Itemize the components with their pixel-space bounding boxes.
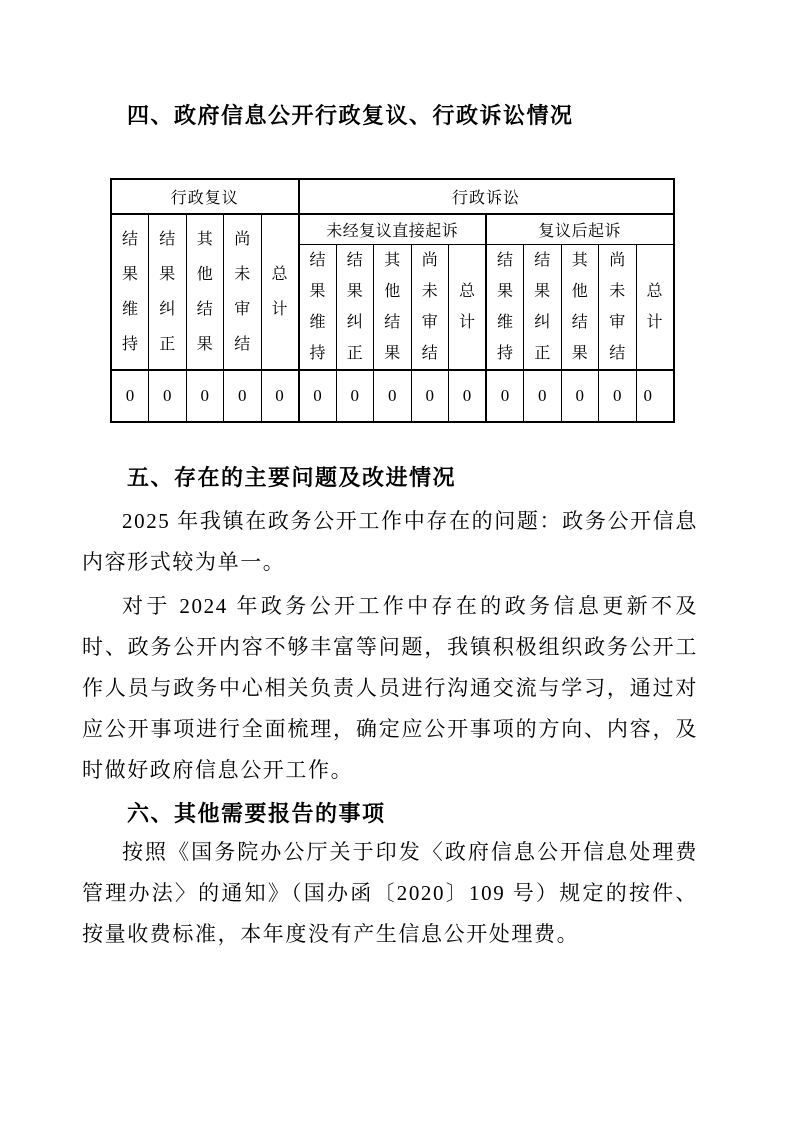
value-cell: 0 <box>561 370 599 422</box>
value-cell: 0 <box>374 370 412 422</box>
col-direct-result-corrected: 结果纠正 <box>336 245 374 371</box>
value-cell: 0 <box>486 370 524 422</box>
col-review-other-result: 其他结果 <box>186 214 224 370</box>
value-cell: 0 <box>636 370 674 422</box>
col-afterreview-result-upheld: 结果维持 <box>486 245 524 371</box>
section4-heading: 四、政府信息公开行政复议、行政诉讼情况 <box>127 103 574 128</box>
value-cell: 0 <box>149 370 187 422</box>
col-direct-total: 总计 <box>449 245 487 371</box>
value-cell: 0 <box>336 370 374 422</box>
col-afterreview-result-corrected: 结果纠正 <box>524 245 562 371</box>
value-cell: 0 <box>224 370 262 422</box>
header-administrative-litigation: 行政诉讼 <box>299 179 674 214</box>
section5-heading: 五、存在的主要问题及改进情况 <box>127 465 457 490</box>
col-afterreview-other-result: 其他结果 <box>561 245 599 371</box>
value-cell: 0 <box>524 370 562 422</box>
value-cell: 0 <box>186 370 224 422</box>
section6-heading: 六、其他需要报告的事项 <box>127 801 386 826</box>
header-administrative-review: 行政复议 <box>111 179 299 214</box>
value-cell: 0 <box>599 370 637 422</box>
col-afterreview-pending: 尚未审结 <box>599 245 637 371</box>
col-review-total: 总计 <box>261 214 299 370</box>
col-afterreview-total: 总计 <box>636 245 674 371</box>
col-direct-pending: 尚未审结 <box>411 245 449 371</box>
header-direct-lawsuit: 未经复议直接起诉 <box>299 214 487 245</box>
section6-paragraph-1: 按照《国务院办公厅关于印发〈政府信息公开信息处理费管理办法〉的通知》（国办函〔2020〕109 号）规定的按件、按量收费标准，本年度没有产生信息公开处理费。 <box>82 840 698 946</box>
admin-review-litigation-table <box>110 178 675 423</box>
col-review-result-corrected: 结果纠正 <box>149 214 187 370</box>
value-cell: 0 <box>261 370 299 422</box>
col-review-pending: 尚未审结 <box>224 214 262 370</box>
value-cell: 0 <box>299 370 337 422</box>
col-direct-result-upheld: 结果维持 <box>299 245 337 371</box>
value-cell: 0 <box>111 370 149 422</box>
value-cell: 0 <box>411 370 449 422</box>
value-cell: 0 <box>449 370 487 422</box>
col-direct-other-result: 其他结果 <box>374 245 412 371</box>
header-lawsuit-after-review: 复议后起诉 <box>486 214 674 245</box>
section5-paragraph-2: 对于 2024 年政务公开工作中存在的政务信息更新不及时、政务公开内容不够丰富等问题，我镇积极组织政务公开工作人员与政务中心相关负责人员进行沟通交流与学习，通过对应公开事项进行全面梳理，确定应公开事项的方向、内容，及时做好政府信息公开工作。 <box>82 594 698 782</box>
section5-paragraph-1: 2025 年我镇在政务公开工作中存在的问题：政务公开信息内容形式较为单一。 <box>82 509 698 574</box>
col-review-result-upheld: 结果维持 <box>111 214 149 370</box>
